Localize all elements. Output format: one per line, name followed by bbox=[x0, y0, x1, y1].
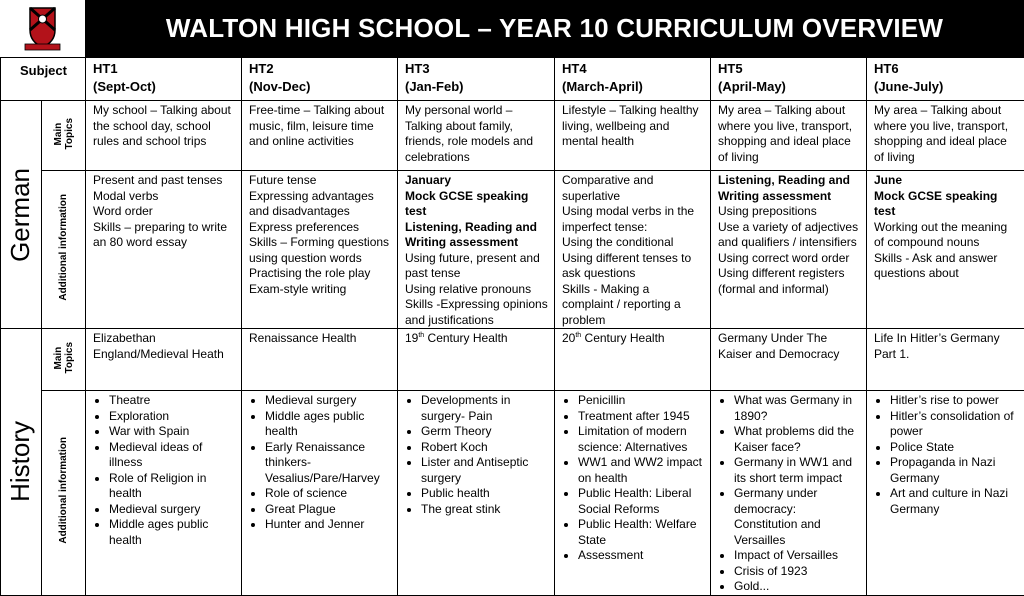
german-main-ht5: My area – Talking about where you live, transport, shopping and ideal place of living bbox=[711, 101, 867, 171]
additional-info-label: Additional information bbox=[42, 391, 86, 596]
german-main-ht2: Free-time – Talking about music, film, leisure time and online activities bbox=[242, 101, 398, 171]
history-additional-ht2: • Medieval surgery • Middle ages public health • Early Renaissance thinkers-Vesalius/Pare/Harvey • Role of science • Great Plague • Hunter and Jenner bbox=[242, 391, 398, 596]
history-additional-ht4: • Penicillin • Treatment after 1945 • Limitation of modern science: Alternatives • WW1 and WW2 impact on health • Public Health: Liberal Social Reforms • Public Health: Welfare State • Assessment bbox=[555, 391, 711, 596]
page-title: WALTON HIGH SCHOOL – YEAR 10 CURRICULUM OVERVIEW bbox=[85, 0, 1024, 57]
history-main-ht4: 20th Century Health bbox=[555, 329, 711, 391]
term-header-ht2: HT2 (Nov-Dec) bbox=[242, 58, 398, 101]
german-additional-row bbox=[1, 171, 1024, 329]
history-main-ht6: Life In Hitler’s Germany Part 1. bbox=[867, 329, 1024, 391]
term-header-ht5: HT5 (April-May) bbox=[711, 58, 867, 101]
term-header-ht4: HT4 (March-April) bbox=[555, 58, 711, 101]
main-topics-label: Main Topics bbox=[42, 329, 86, 391]
term-header-ht3: HT3 (Jan-Feb) bbox=[398, 58, 555, 101]
term-header-ht1: HT1 (Sept-Oct) bbox=[86, 58, 242, 101]
german-main-ht6: My area – Talking about where you live, transport, shopping and ideal place of living bbox=[867, 101, 1024, 171]
history-main-ht3: 19th Century Health bbox=[398, 329, 555, 391]
history-additional-ht6: • Hitler’s rise to power • Hitler’s consolidation of power • Police State • Propaganda in Nazi Germany • Art and culture in Nazi Germany bbox=[867, 391, 1024, 596]
history-additional-ht5: • What was Germany in 1890? • What problems did the Kaiser face? • Germany in WW1 and its short term impact • Germany under democracy: Constitution and Versailles • Impact of Versailles • Crisis of 1923 • Gold... bbox=[711, 391, 867, 596]
german-main-ht3: My personal world – Talking about family, friends, role models and celebrations bbox=[398, 101, 555, 171]
additional-info-label: Additional information bbox=[42, 171, 86, 329]
history-additional-ht1: • Theatre • Exploration • War with Spain • Medieval ideas of illness • Role of Religion in health • Medieval surgery • Middle ages public health bbox=[86, 391, 242, 596]
german-additional-ht2: Future tense Expressing advantages and disadvantages Express preferences Skills – Forming questions using question words Practising the role play Exam-style writing bbox=[242, 171, 398, 329]
german-additional-ht4: Comparative and superlative Using modal verbs in the imperfect tense: Using the conditional Using different tenses to ask questions Skills - Making a complaint / reporting a problem bbox=[555, 171, 711, 329]
curriculum-table bbox=[0, 57, 1024, 596]
header-row bbox=[1, 58, 1024, 101]
german-additional-ht3: January Mock GCSE speaking test Listening, Reading and Writing assessment Using future, present and past tense Using relative pronouns Skills -Expressing opinions and justifications bbox=[398, 171, 555, 329]
german-additional-ht5: Listening, Reading and Writing assessment Using prepositions Use a variety of adjectives and qualifiers / intensifiers Using correct word order Using different registers (formal and informal) bbox=[711, 171, 867, 329]
history-main-ht2: Renaissance Health bbox=[242, 329, 398, 391]
history-main-ht1: Elizabethan England/Medieval Heath bbox=[86, 329, 242, 391]
main-topics-label: Main Topics bbox=[42, 101, 86, 171]
history-additional-ht3: • Developments in surgery- Pain • Germ Theory • Robert Koch • Lister and Antiseptic surgery • Public health • The great stink bbox=[398, 391, 555, 596]
history-subject-cell bbox=[1, 329, 42, 596]
german-main-ht4: Lifestyle – Talking healthy living, wellbeing and mental health bbox=[555, 101, 711, 171]
german-additional-ht6: June Mock GCSE speaking test Working out the meaning of compound nouns Skills - Ask and answer questions about bbox=[867, 171, 1024, 329]
german-subject-cell bbox=[1, 101, 42, 329]
term-header-ht6: HT6 (June-July) bbox=[867, 58, 1024, 101]
german-main-row bbox=[1, 101, 1024, 171]
school-crest bbox=[0, 0, 85, 57]
subject-header: Subject bbox=[1, 58, 86, 101]
history-main-row bbox=[1, 329, 1024, 391]
german-main-ht1: My school – Talking about the school day, school rules and school trips bbox=[86, 101, 242, 171]
history-main-ht5: Germany Under The Kaiser and Democracy bbox=[711, 329, 867, 391]
subject-name-history: History bbox=[13, 421, 29, 502]
subject-name-german: German bbox=[13, 168, 29, 262]
history-additional-row bbox=[1, 391, 1024, 596]
german-additional-ht1: Present and past tenses Modal verbs Word order Skills – preparing to write an 80 word essay bbox=[86, 171, 242, 329]
